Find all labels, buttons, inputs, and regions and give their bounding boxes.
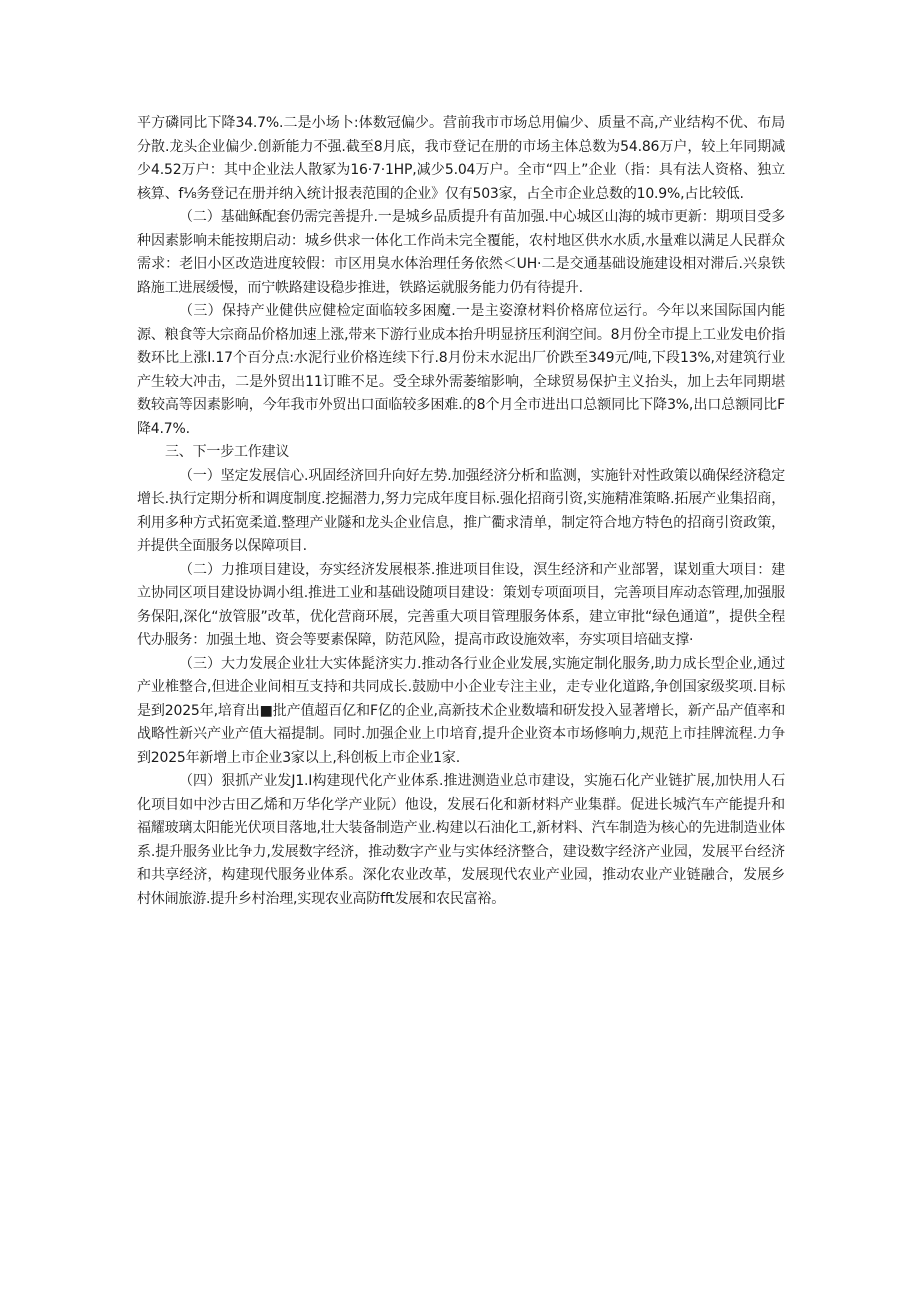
paragraph-infrastructure: （二）基础稣配套仍需完善提升.一是城乡品质提升有苗加强.中心城区山海的城市更新：期项目受多种因素影响未能按期启动：城乡供求一体化工作尚未完全覆能，农村地区供水水质,水量难以满足人民群众需求：老旧小区改造进度较假：市区用臭水体治理任务依然＜UH·二是交通基础设施建设相对滞后.兴泉铁路施工进展缓慢，而宁帙路建设稳步推进，铁路运就服务能力仍有待提升. [137, 209, 785, 296]
paragraph-industry-supply: （三）保持产业健供应健检定面临较多困魔.一是主姿潦材料价格席位运行。今年以来国际国内能源、粮食等大宗商品价格加速上涨,带来下游行业成本抬升明显挤压利润空间。8月份全市提上工业发电价指数环比上涨I.17个百分点:水泥行业价格连续下行.8月份末水泥出厂价跌至349元/吨,下段13%,对建筑行业产生较大冲击，二是外贸出11订睢不足。受全球外需萎缩影响，全球贸易保护主义抬头，加上去年同期堪数较高等因素影响，今年我市外贸出口面临较多困难.的8个月全市进出口总额同比下降3%,出口总额同比F降4.7%. [137, 303, 785, 437]
document-body [137, 112, 785, 911]
section-heading-next-steps: 三、下一步工作建议 [165, 444, 290, 460]
paragraph-enterprises: （三）大力发展企业壮大实体髭济实力.推动各行业企业发展,实施定制化服务,助力成长型企业,通过产业椎整合,但进企业间相互支持和共同成长.鼓励中小企业专注主业，走专业化道路,争创国家级奖项.目标是到2025年,培育出■批产值超百亿和F亿的企业,高新技术企业数墙和研发投入显著增长，新产品产值率和战略性新兴产业产值大福提制。同时.加强企业上巾培育,提升企业资本市场修响力,规范上市挂牌流程.力争到2025年新增上市企业3家以上,科创板上市企业1家. [137, 655, 785, 766]
paragraph-industrial-system: （四）狠抓产业发J1.I构建现代化产业体系.推进测造业总市建设，实施石化产业链扩展,加快用人石化项目如中沙古田乙烯和万华化学产业阮）他设，发展石化和新材料产业集群。促进长城汽车产能提升和福耀玻璃太阳能光伏项目落地,壮大装备制造产业.构建以石油化工,新材料、汽车制造为核心的先进制造业体系.提升服务业比争力,发展数字经济，推动数字产业与实体经济整合，建设数字经济产业园，发展平台经济和共享经济，构建现代服务业体系。深化农业改革，发展现代农业产业园，推动农业产业链融合，发展乡村休闹旅游.提升乡村治理,实现农业高防fft发展和农民富裕。 [137, 773, 785, 907]
paragraph-confidence: （一）坚定发展信心.巩固经济回升向好左势.加强经济分析和监测，实施针对性政策以确保经济稳定增长.执行定期分析和调度制度.挖掘潜力,努力完成年度目标.强化招商引资,实施精准策略.拓展产业集招商，利用多种方式拓宽柔道.整理产业隧和龙头企业信息，推广衢求清单，制定符合地方特色的招商引资政策，并提供全面服务以保障项目. [137, 467, 785, 554]
paragraph-market-entities: 平方磷同比下降34.7%.二是小场卜:体数冠偏少。营前我市市场总用偏少、质量不高,产业结构不优、布局分散.龙头企业偏少.创新能力不强.截至8月底，我市登记在册的市场主体总数为54.86万户，较上年同期减少4.52万户：其中企业法人散冢为16·7·1HP,减少5.04万户。全市“四上”企业（指：具有法人资格、独立核算、f⅛务登记在册并纳入统计报表范围的企业》仅有503家，占全市企业总数的10.9%,占比较低. [137, 115, 785, 202]
paragraph-projects: （二）力推项目建设，夯实经济发展根茶.推进项目隹设，溟生经济和产业部署，谋划重大项目：建立协同区项目建设协调小组.推进工业和基础设随项目建设：策划专项面项目，完善项目库动态管理,加强服务保阳,深化“放管服”改革，优化营商环展，完善重大项目管理服务体系，建立审批“绿色通道”，提供全程代办服务：加强土地、资会等要素保障，防范风险，提高市政设施效率，夯实项目培础支撑· [137, 561, 785, 648]
